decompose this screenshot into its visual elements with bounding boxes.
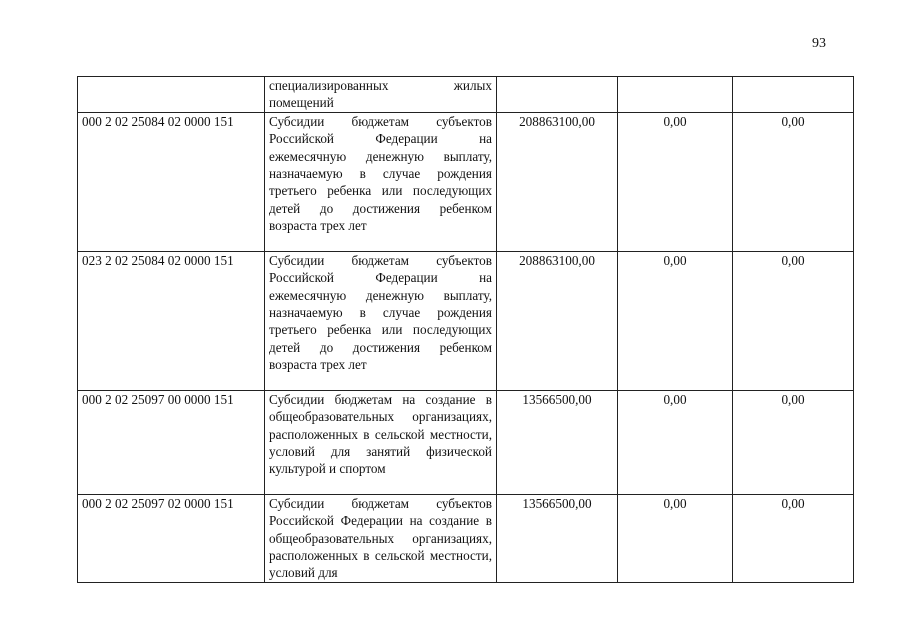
amount-cell — [497, 77, 618, 113]
description-cell — [265, 77, 497, 113]
description-cell — [265, 390, 497, 494]
budget-code-cell: 000 2 02 25084 02 0000 151 — [78, 112, 265, 251]
description-text: Субсидии бюджетам субъектов Российской Федерации на ежемесячную денежную выплату, назначаемую в случае рождения третьего ребенка или последующих детей до достижения ребенком возраста трех лет — [269, 252, 492, 373]
value-cell-2: 0,00 — [618, 494, 733, 582]
value-cell-3 — [733, 77, 854, 113]
amount-cell: 13566500,00 — [497, 494, 618, 582]
table-row — [78, 77, 854, 113]
value-cell-3: 0,00 — [733, 390, 854, 494]
description-cell — [265, 251, 497, 390]
table-row — [78, 112, 854, 251]
value-cell-3: 0,00 — [733, 494, 854, 582]
value-cell-2: 0,00 — [618, 112, 733, 251]
description-text: Субсидии бюджетам субъектов Российской Федерации на ежемесячную денежную выплату, назначаемую в случае рождения третьего ребенка или последующих детей до достижения ребенком возраста трех лет — [269, 113, 492, 234]
table-row — [78, 494, 854, 582]
description-cell — [265, 112, 497, 251]
value-cell-2: 0,00 — [618, 390, 733, 494]
amount-cell: 13566500,00 — [497, 390, 618, 494]
value-cell-3: 0,00 — [733, 112, 854, 251]
value-cell-3: 0,00 — [733, 251, 854, 390]
table-row — [78, 390, 854, 494]
budget-code-cell: 000 2 02 25097 00 0000 151 — [78, 390, 265, 494]
description-cell — [265, 494, 497, 582]
budget-table — [77, 76, 854, 583]
value-cell-2: 0,00 — [618, 251, 733, 390]
description-text: Субсидии бюджетам на создание в общеобразовательных организациях, расположенных в сельской местности, условий для занятий физической культурой и спортом — [269, 391, 492, 477]
description-text: специализированных жилых помещений — [269, 78, 492, 111]
value-cell-2 — [618, 77, 733, 113]
amount-cell: 208863100,00 — [497, 251, 618, 390]
budget-code-cell — [78, 77, 265, 113]
page-number: 93 — [812, 36, 826, 51]
budget-code-cell: 000 2 02 25097 02 0000 151 — [78, 494, 265, 582]
table-row — [78, 251, 854, 390]
description-text: Субсидии бюджетам субъектов Российской Федерации на создание в общеобразовательных организациях, расположенных в сельской местности, условий для — [269, 495, 492, 581]
amount-cell: 208863100,00 — [497, 112, 618, 251]
budget-code-cell: 023 2 02 25084 02 0000 151 — [78, 251, 265, 390]
